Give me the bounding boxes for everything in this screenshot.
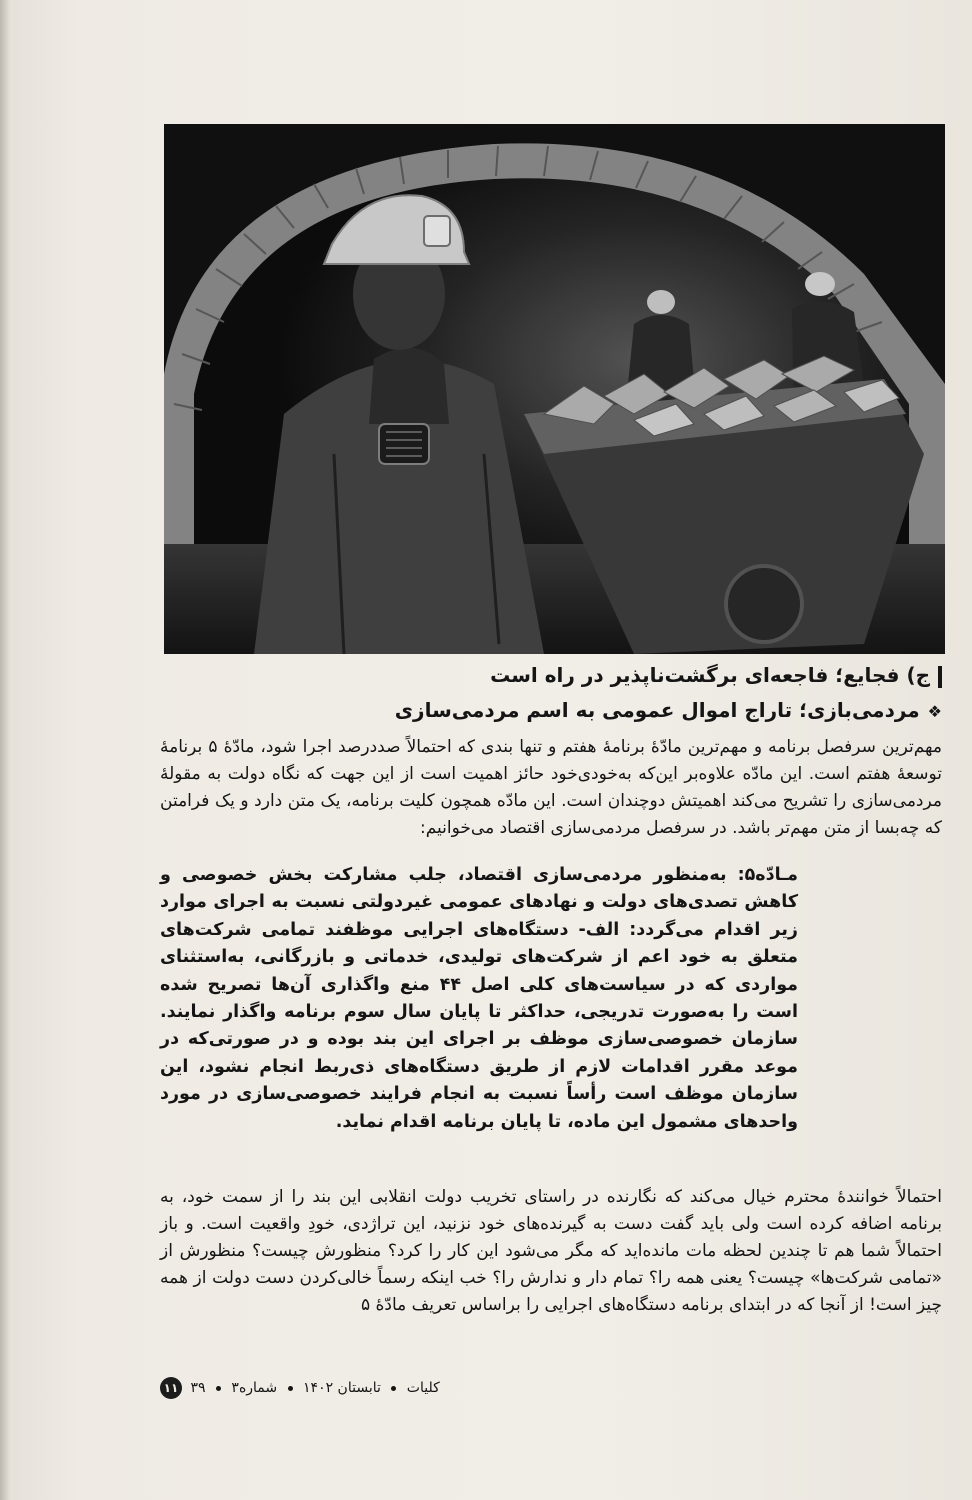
subsection-title <box>342 695 942 727</box>
footer-page-number: ۳۹ <box>190 1380 206 1396</box>
page-badge: ۱۱ <box>160 1377 182 1399</box>
footer-issue: شماره۳ <box>231 1380 278 1396</box>
coal-miners-photo <box>164 124 945 654</box>
subsection-title-text: مردمی‌بازی؛ تاراج اموال عمومی به اسم مردمی‌سازی <box>394 698 920 722</box>
section-title <box>422 660 942 690</box>
paragraph-commentary: احتمالاً خوانندهٔ محترم خیال می‌کند که نگارنده در راستای تخریب دولت انقلابی این بند را از سمت خود، به برنامه اضافه کرده است ولی باید گفت دست به گیرنده‌های خود نزنید، این تراژدی، خودِ واقعیت است. و باز احتمالاً شما هم تا چندین لحظه مات مانده‌اید که مگر می‌شود این کار را کرد؟ منظورش چیست؟ منظورش از «تمامی شرکت‌ها» چیست؟ یعنی همه را؟ تمام دار و ندارش را؟ خب اینکه رسماً خالی‌کردن دست دولت از همه چیز است! از آنجا که در ابتدای برنامه دستگاه‌های اجرایی را براساس تعریف مادّهٔ ۵ <box>160 1187 942 1315</box>
section-title-text: ج) فجایع؛ فاجعه‌ای برگشت‌ناپذیر در راه است <box>490 663 930 687</box>
article-5-quote: مـادّه۵: به‌منظور مردمی‌سازی اقتصاد، جلب مشارکت بخش خصوصی و کاهش تصدی‌های دولت و نهادهای عمومی غیردولتی نسبت به اجرای موارد زیر اقدام می‌گردد: الف- دستگاه‌های اجرایی موظفند تمامی شرکت‌های متعلق به خود اعم از شرکت‌های تولیدی، خدماتی و بازرگانی، به‌استثنای مواردی که در سیاست‌های کلی اصل ۴۴ منع واگذاری آن‌ها تصریح شده است را به‌صورت تدریجی، حداکثر تا پایان سال سوم برنامه واگذار نمایند. سازمان خصوصی‌سازی موظف بر اجرای این بند بوده و در صورتی‌که در موعد مقرر اقدامات لازم از طریق دستگاه‌های ذی‌ربط انجام نشود، این سازمان موظف است رأساً نسبت به انجام فرایند خصوصی‌سازی در مورد واحدهای مشمول این ماده، تا پایان برنامه اقدام نماید. <box>160 865 798 1132</box>
footer-separator-dot <box>216 1386 221 1391</box>
paragraph-intro: مهم‌ترین سرفصل برنامه و مهم‌ترین مادّهٔ برنامهٔ هفتم و تنها بندی که احتمالاً صددرصد اجرا شود، مادّهٔ ۵ برنامهٔ توسعهٔ هفتم است. این مادّه علاوه‌بر این‌که به‌خودی‌خود حائز اهمیت است از این جهت که نگاه دولت به مقولهٔ مردمی‌سازی را تشریح می‌کند اهمیتش دوچندان است. این مادّه همچون کلیت برنامه، یک متن دارد و یک فرامتن که چه‌بسا از متن مهم‌تر باشد. در سرفصل مردمی‌سازی اقتصاد می‌خوانیم: <box>160 737 943 838</box>
footer-season: تابستان ۱۴۰۲ <box>303 1380 381 1396</box>
page-footer <box>160 1377 440 1399</box>
footer-separator-dot <box>288 1386 293 1391</box>
section-marker-bar <box>938 666 942 688</box>
footer-separator-dot <box>391 1386 396 1391</box>
footer-publication: کلیات <box>406 1380 440 1396</box>
page-spine-shadow <box>0 0 10 1500</box>
diamond-bullet-icon: ❖ <box>927 701 942 721</box>
